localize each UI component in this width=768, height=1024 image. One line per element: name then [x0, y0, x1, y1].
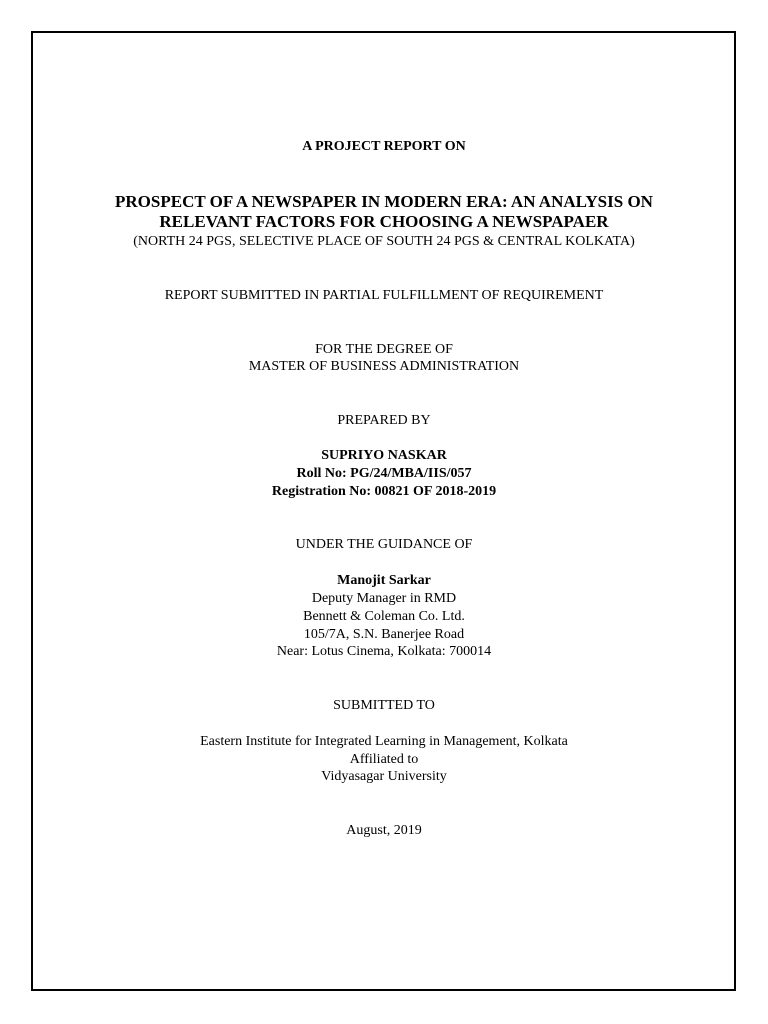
degree-name: MASTER OF BUSINESS ADMINISTRATION	[248, 359, 520, 374]
report-subtitle: (NORTH 24 PGS, SELECTIVE PLACE OF SOUTH 24 PGS & CENTRAL KOLKATA)	[133, 234, 635, 249]
page-border	[31, 31, 736, 991]
guide-name: Manojit Sarkar	[337, 573, 431, 588]
guide-designation: Deputy Manager in RMD	[311, 591, 457, 606]
author-roll-number: Roll No: PG/24/MBA/IIS/057	[296, 466, 472, 481]
author-name: SUPRIYO NASKAR	[321, 448, 447, 463]
guide-address-line-1: 105/7A, S.N. Banerjee Road	[303, 627, 465, 642]
affiliation-label: Affiliated to	[349, 752, 419, 767]
institute-name: Eastern Institute for Integrated Learning in Management, Kolkata	[200, 734, 568, 749]
author-registration-number: Registration No: 00821 OF 2018-2019	[271, 484, 497, 499]
guide-company: Bennett & Coleman Co. Ltd.	[303, 609, 465, 624]
guide-address-line-2: Near: Lotus Cinema, Kolkata: 700014	[276, 644, 492, 659]
degree-intro: FOR THE DEGREE OF	[315, 342, 453, 357]
report-date: August, 2019	[346, 823, 422, 838]
report-title-line-1: PROSPECT OF A NEWSPAPER IN MODERN ERA: AN ANALYSIS ON	[115, 192, 653, 211]
guidance-label: UNDER THE GUIDANCE OF	[295, 537, 473, 552]
submitted-to-label: SUBMITTED TO	[333, 698, 435, 713]
submission-note: REPORT SUBMITTED IN PARTIAL FULFILLMENT OF REQUIREMENT	[164, 288, 604, 303]
report-title-line-2: RELEVANT FACTORS FOR CHOOSING A NEWSPAPAER	[159, 212, 609, 231]
prepared-by-label: PREPARED BY	[337, 413, 431, 428]
university-name: Vidyasagar University	[321, 769, 447, 784]
report-heading: A PROJECT REPORT ON	[302, 139, 466, 154]
